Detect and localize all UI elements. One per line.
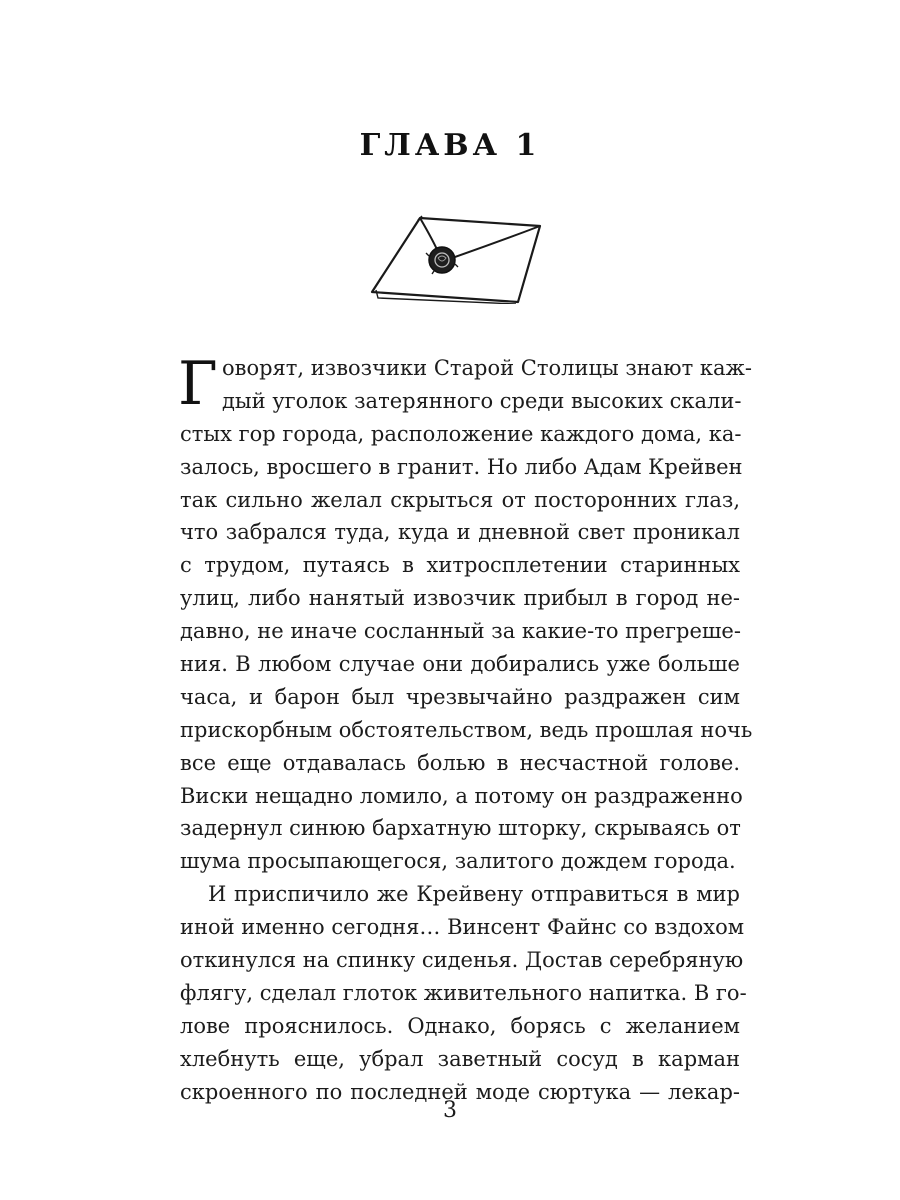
text-line: хлебнуть еще, убрал заветный сосуд в карман xyxy=(180,1046,740,1071)
chapter-title: ГЛАВА 1 xyxy=(359,128,541,163)
body-text xyxy=(178,349,753,1108)
text-line: залось, вросшего в гранит. Но либо Адам Крейвен xyxy=(180,454,743,479)
text-line: с трудом, путаясь в хитросплетении старинных xyxy=(180,553,740,578)
text-line: дый уголок затерянного среди высоких скали- xyxy=(222,388,742,413)
text-line: иной именно сегодня… Винсент Файнс со вздохом xyxy=(180,915,745,940)
text-line: Виски нещадно ломило, а потому он раздраженно xyxy=(180,783,743,808)
text-line: улиц, либо нанятый извозчик прибыл в город не- xyxy=(180,586,740,611)
text-line: скроенного по последней моде сюртука — лекар- xyxy=(180,1079,740,1104)
text-line: ния. В любом случае они добирались уже больше xyxy=(180,652,740,677)
text-line: так сильно желал скрыться от посторонних глаз, xyxy=(180,487,740,512)
text-line: Г оворят, извозчики Старой Столицы знают каж- xyxy=(178,349,752,419)
text-line: стых гор города, расположение каждого дома, ка- xyxy=(180,421,742,446)
text-line: прискорбным обстоятельством, ведь прошлая ночь xyxy=(180,717,753,742)
text-line: И приспичило же Крейвену отправиться в мир xyxy=(208,882,740,907)
envelope-icon xyxy=(368,212,544,304)
text-line: все еще отдавалась болью в несчастной голове. xyxy=(180,750,740,775)
text-line: откинулся на спинку сиденья. Достав серебряную xyxy=(180,948,744,973)
text-line: давно, не иначе сосланный за какие-то прегреше- xyxy=(180,619,741,644)
text-line: часа, и барон был чрезвычайно раздражен сим xyxy=(180,684,740,709)
text-line: флягу, сделал глоток живительного напитка. В го- xyxy=(180,980,747,1005)
text-line: задернул синюю бархатную шторку, скрываясь от xyxy=(180,816,741,841)
text-line: что забрался туда, куда и дневной свет проникал xyxy=(180,520,740,545)
page-number: 3 xyxy=(443,1098,457,1123)
text-line: лове прояснилось. Однако, борясь с желанием xyxy=(180,1013,740,1038)
text-line: шума просыпающегося, залитого дождем города. xyxy=(180,849,736,874)
drop-cap: Г xyxy=(178,349,218,419)
